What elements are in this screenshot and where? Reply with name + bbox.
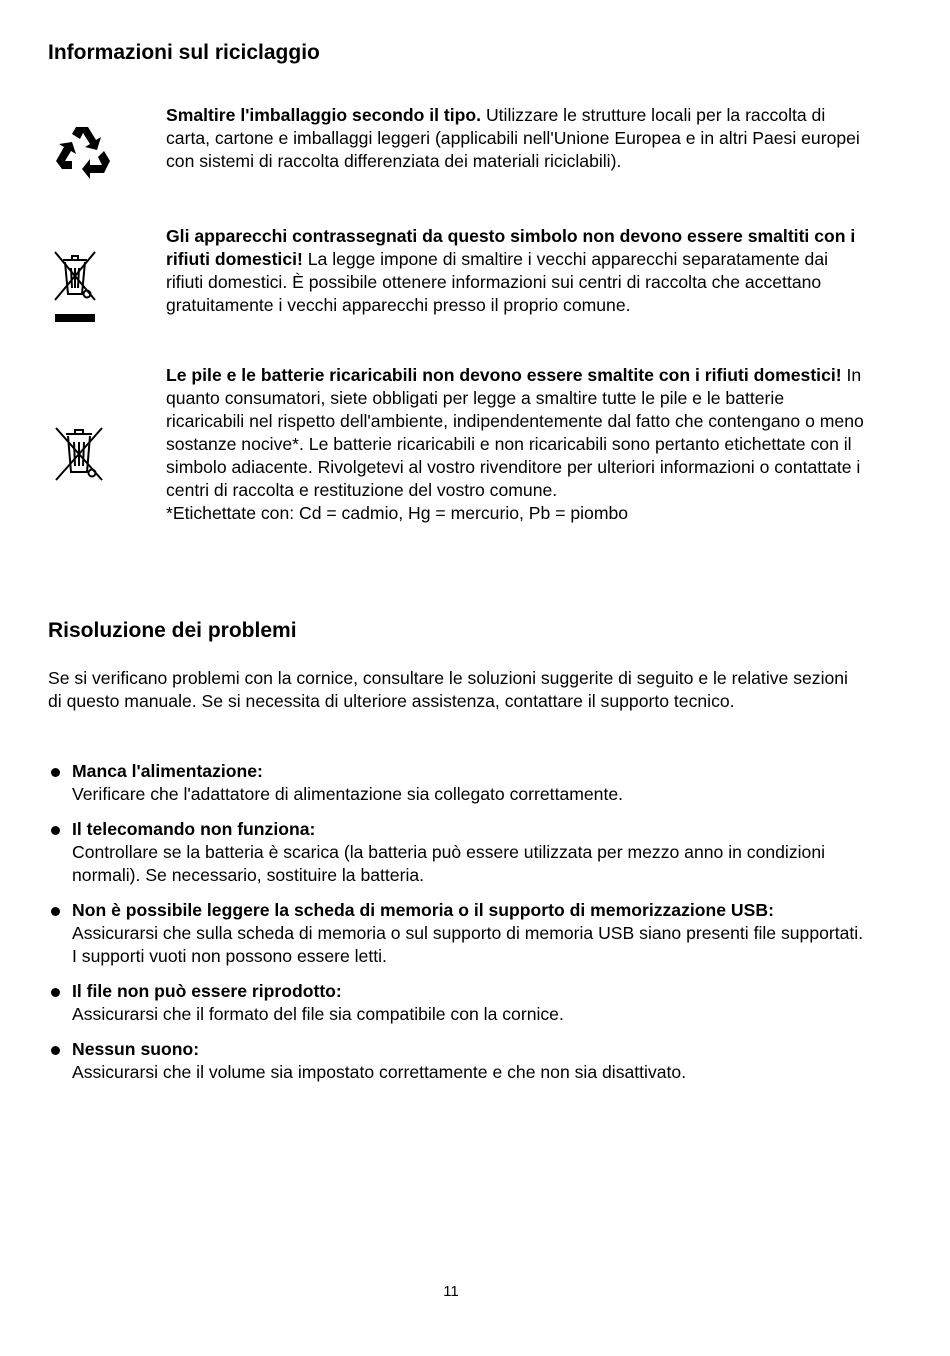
bullet-icon xyxy=(51,826,60,835)
batteries-bold: Le pile e le batterie ricaricabili non devono essere smaltite con i rifiuti domestici! xyxy=(166,365,842,385)
issue-title: Non è possibile leggere la scheda di memoria o il supporto di memorizzazione USB: xyxy=(72,900,774,920)
batteries-text: In quanto consumatori, siete obbligati per legge a smaltire tutte le pile e le batterie ricaricabili nel rispetto dell'ambiente, indipendentemente dal fatto che contengano o meno sostanze nocive*. Le batterie ricaricabili e non ricaricabili sono pertanto etichettate con il simbolo adiacente. Rivolgetevi al vostro rivenditore per ulteriori informazioni o contattate i centri di raccolta e restituzione del vostro comune. xyxy=(166,365,864,500)
issue-title: Manca l'alimentazione: xyxy=(72,761,263,781)
issue-description: Assicurarsi che sulla scheda di memoria o sul supporto di memoria USB siano presenti file supportati. I supporti vuoti non possono essere letti. xyxy=(72,923,864,966)
issue-title: Il file non può essere riprodotto: xyxy=(72,981,342,1001)
recycling-heading: Informazioni sul riciclaggio xyxy=(48,41,320,64)
recycling-item-weee xyxy=(166,225,866,317)
list-item xyxy=(48,760,868,806)
recycling-item-packaging xyxy=(166,104,866,173)
list-item xyxy=(48,899,868,968)
bullet-icon xyxy=(51,768,60,777)
packaging-bold: Smaltire l'imballaggio secondo il tipo. xyxy=(166,105,482,125)
list-item xyxy=(48,818,868,887)
bullet-icon xyxy=(51,907,60,916)
weee-bold: Gli apparecchi contrassegnati da questo simbolo non devono essere smaltiti con i rifiuti domestici! xyxy=(166,226,856,269)
packaging-text: Utilizzare le strutture locali per la raccolta di carta, cartone e imballaggi leggeri (applicabili nell'Unione Europea e in altri Paesi europei con sistemi di raccolta differenziata dei materiali riciclabili). xyxy=(166,105,860,171)
issue-description: Verificare che l'adattatore di alimentazione sia collegato correttamente. xyxy=(72,784,624,804)
bullet-icon xyxy=(51,988,60,997)
bullet-icon xyxy=(51,1046,60,1055)
page-number: 11 xyxy=(443,1283,459,1300)
issue-description: Controllare se la batteria è scarica (la batteria può essere utilizzata per mezzo anno in condizioni normali). Se necessario, sostituire la batteria. xyxy=(72,842,826,885)
issue-description: Assicurarsi che il formato del file sia compatibile con la cornice. xyxy=(72,1004,564,1024)
issue-title: Nessun suono: xyxy=(72,1039,200,1059)
recycling-item-batteries xyxy=(166,364,866,525)
list-item xyxy=(48,1038,868,1084)
weee-text: La legge impone di smaltire i vecchi apparecchi separatamente dai rifiuti domestici. È possibile ottenere informazioni sui centri di raccolta che accettano gratuitamente i vecchi apparecchi presso il proprio comune. xyxy=(166,249,829,315)
issue-description: Assicurarsi che il volume sia impostato correttamente e che non sia disattivato. xyxy=(72,1062,687,1082)
recycle-icon xyxy=(54,123,112,179)
list-item xyxy=(48,980,868,1026)
batteries-note: *Etichettate con: Cd = cadmio, Hg = mercurio, Pb = piombo xyxy=(166,503,629,523)
crossed-bin-weee-icon xyxy=(52,248,98,324)
troubleshooting-heading: Risoluzione dei problemi xyxy=(48,619,297,642)
issue-title: Il telecomando non funziona: xyxy=(72,819,316,839)
issues-list xyxy=(48,760,868,1096)
crossed-bin-battery-icon xyxy=(52,424,106,484)
troubleshooting-intro: Se si verificano problemi con la cornice, consultare le soluzioni suggerite di seguito e le relative sezioni di questo manuale. Se si necessita di ulteriore assistenza, contattare il supporto tecnico. xyxy=(48,668,848,711)
